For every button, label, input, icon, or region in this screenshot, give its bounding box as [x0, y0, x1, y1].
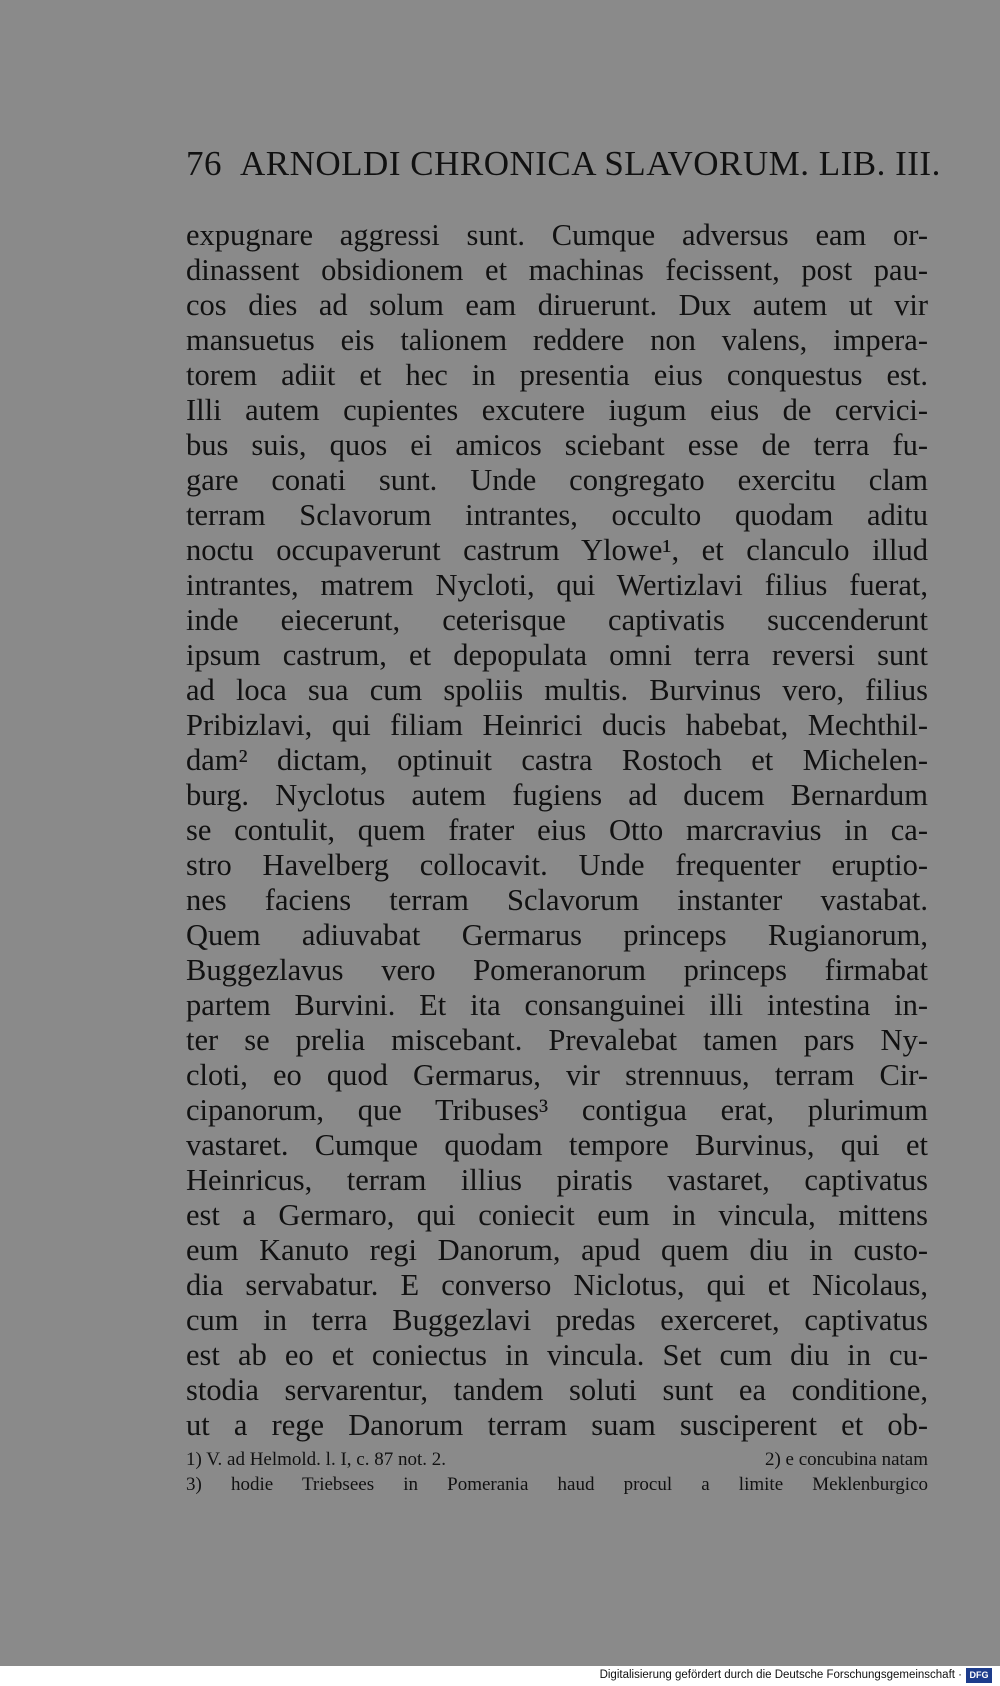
text-line: est a Germaro, qui coniecit eum in vincula, mittens	[186, 1198, 928, 1232]
text-line: se contulit, quem frater eius Otto marcravius in ca-	[186, 813, 928, 847]
text-line: eum Kanuto regi Danorum, apud quem diu in custo-	[186, 1233, 928, 1267]
text-line: intrantes, matrem Nycloti, qui Wertizlavi filius fuerat,	[186, 568, 928, 602]
text-line: vastaret. Cumque quodam tempore Burvinus, qui et	[186, 1128, 928, 1162]
dfg-logo: DFG	[966, 1668, 992, 1683]
text-line: cum in terra Buggezlavi predas exerceret, captivatus	[186, 1303, 928, 1337]
text-line: Illi autem cupientes excutere iugum eius de cervici-	[186, 393, 928, 427]
text-line: inde eiecerunt, ceterisque captivatis succenderunt	[186, 603, 928, 637]
running-header	[186, 144, 941, 188]
text-line: expugnare aggressi sunt. Cumque adversus eam or-	[186, 218, 928, 252]
text-line: cloti, eo quod Germarus, vir strennuus, terram Cir-	[186, 1058, 928, 1092]
text-line: ter se prelia miscebant. Prevalebat tamen pars Ny-	[186, 1023, 928, 1057]
text-line: cos dies ad solum eam diruerunt. Dux autem ut vir	[186, 288, 928, 322]
digitization-credit: Digitalisierung gefördert durch die Deutsche Forschungsgemeinschaft ·	[599, 1669, 962, 1681]
text-line: gare conati sunt. Unde congregato exercitu clam	[186, 463, 928, 497]
text-line: ipsum castrum, et depopulata omni terra reversi sunt	[186, 638, 928, 672]
running-title: ARNOLDI CHRONICA SLAVORUM. LIB. III.	[240, 144, 941, 183]
text-line: dia servabatur. E converso Niclotus, qui et Nicolaus,	[186, 1268, 928, 1302]
text-line: Pribizlavi, qui filiam Heinrici ducis habebat, Mechthil-	[186, 708, 928, 742]
footnote-2: 2) e concubina natam	[764, 1449, 928, 1470]
text-line: Quem adiuvabat Germarus princeps Rugianorum,	[186, 918, 928, 952]
text-line: ad loca sua cum spoliis multis. Burvinus vero, filius	[186, 673, 928, 707]
text-line: Heinricus, terram illius piratis vastaret, captivatus	[186, 1163, 928, 1197]
text-line: mansuetus eis talionem reddere non valens, impera-	[186, 323, 928, 357]
text-line: burg. Nyclotus autem fugiens ad ducem Bernardum	[186, 778, 928, 812]
text-line: partem Burvini. Et ita consanguinei illi intestina in-	[186, 988, 928, 1022]
text-line: ut a rege Danorum terram suam susciperent et ob-	[186, 1408, 928, 1442]
body-text	[186, 218, 928, 1443]
text-line: torem adiit et hec in presentia eius conquestus est.	[186, 358, 928, 392]
footnotes	[186, 1447, 928, 1497]
text-line: cipanorum, que Tribuses³ contigua erat, plurimum	[186, 1093, 928, 1127]
text-line: est ab eo et coniectus in vincula. Set cum diu in cu-	[186, 1338, 928, 1372]
text-line: dam² dictam, optinuit castra Rostoch et Michelen-	[186, 743, 928, 777]
text-line: stodia servarentur, tandem soluti sunt ea conditione,	[186, 1373, 928, 1407]
text-line: dinassent obsidionem et machinas fecissent, post pau-	[186, 253, 928, 287]
text-line: bus suis, quos ei amicos sciebant esse de terra fu-	[186, 428, 928, 462]
footnote-row	[186, 1447, 928, 1472]
text-line: stro Havelberg collocavit. Unde frequenter eruptio-	[186, 848, 928, 882]
text-line: noctu occupaverunt castrum Ylowe¹, et clanculo illud	[186, 533, 928, 567]
page-number: 76	[186, 144, 222, 183]
footnote-3: 3) hodie Triebsees in Pomerania haud procul a limite Meklenburgico	[186, 1474, 928, 1495]
text-line: terram Sclavorum intrantes, occulto quodam aditu	[186, 498, 928, 532]
text-line: nes faciens terram Sclavorum instanter vastabat.	[186, 883, 928, 917]
text-line: Buggezlavus vero Pomeranorum princeps firmabat	[186, 953, 928, 987]
footnote-1: 1) V. ad Helmold. l. I, c. 87 not. 2.	[186, 1449, 446, 1470]
